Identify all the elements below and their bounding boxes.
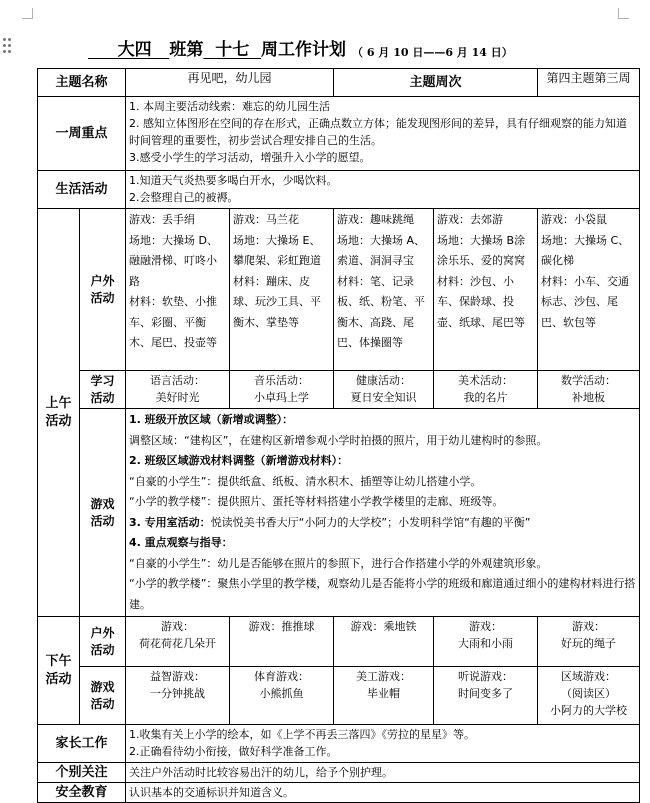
morning-game-content (126, 409, 640, 617)
game-line: “小学的教学楼”：聚焦小学里的教学楼，观察幼儿是否能将小学的班级和廊道通过细小的建构材料进行搭建。 (129, 577, 636, 611)
header-row (38, 69, 640, 97)
afternoon-activities-label: 下午活动 (38, 617, 80, 725)
study-activity-5: 数学活动： 补地板 (538, 371, 640, 409)
afternoon-outdoor-game-2: 游戏：推推球 (230, 617, 334, 667)
life-activities-label: 生活活动 (38, 171, 126, 209)
morning-outdoor-game-2: 游戏：马兰花 场地：大操场 E、攀爬架、彩虹跑道 材料：蹦床、皮球、玩沙工具、平衡木、掌垫等 (230, 209, 334, 371)
theme-week-value: 第四主题第三周 (538, 69, 640, 97)
title-week-suffix: 周工作计划 (261, 40, 347, 60)
game-heading-1: 1. 班级开放区域（新增或调整）： (129, 413, 294, 426)
morning-activities-label: 上午活动 (38, 209, 80, 617)
parent-work-item: 2.正确看待幼小衔接，做好科学准备工作。 (129, 745, 338, 758)
plan-title (88, 38, 513, 60)
title-week-number: 十七 (215, 40, 250, 60)
afternoon-outdoor-row (38, 617, 640, 667)
theme-name-value: 再见吧，幼儿园 (126, 69, 334, 97)
individual-attention-label: 个别关注 (38, 763, 126, 783)
weekly-focus-item: 3.感受小学生的学习活动，增强升入小学的愿望。 (129, 151, 371, 164)
morning-study-row (38, 371, 640, 409)
game-heading-4: 4. 重点观察与指导： (129, 536, 233, 549)
afternoon-outdoor-label: 户外活动 (80, 617, 126, 667)
afternoon-outdoor-game-3: 游戏：乘地铁 (334, 617, 434, 667)
morning-outdoor-label: 户外活动 (80, 209, 126, 371)
page-corner-mark-top-left (22, 8, 33, 19)
life-activity-item: 1.知道天气炎热要多喝白开水，少喝饮料。 (129, 174, 338, 187)
game-line: “小学的教学楼”：提供照片、蛋托等材料搭建小学教学楼里的走廊、班级等。 (129, 495, 504, 508)
morning-outdoor-game-5: 游戏：小袋鼠 场地：大操场 C、碳化梯 材料：小车、交通标志、沙包、尾巴、软包等 (538, 209, 640, 371)
life-activity-item: 2.会整理自己的被褥。 (129, 191, 239, 204)
page-corner-mark-top-right (618, 8, 629, 19)
table-move-handle-icon[interactable] (3, 38, 13, 54)
afternoon-game-3: 美工游戏： 毕业帽 (334, 667, 434, 725)
afternoon-outdoor-game-5: 游戏： 好玩的绳子 (538, 617, 640, 667)
weekly-plan-table (37, 68, 640, 803)
life-activities-content (126, 171, 640, 209)
individual-attention-row (38, 763, 640, 783)
game-line: 调整区域：“建构区”，在建构区新增参观小学时拍摄的照片，用于幼儿建构时的参照。 (129, 433, 548, 447)
theme-name-label: 主题名称 (38, 69, 126, 97)
morning-study-label: 学习活动 (80, 371, 126, 409)
theme-week-label: 主题周次 (334, 69, 538, 97)
game-heading-2: 2. 班级区域游戏材料调整（新增游戏材料）： (129, 454, 349, 467)
title-class-name: 大四 (117, 40, 152, 60)
weekly-focus-item: 1. 本周主要活动线索：难忘的幼儿园生活 (129, 100, 331, 113)
morning-game-row (38, 409, 640, 617)
parent-work-row (38, 725, 640, 763)
safety-education-content: 认识基本的交通标识并知道含义。 (126, 783, 640, 803)
title-date-range: （ 6 月 10 日——6 月 14 日） (352, 46, 513, 59)
safety-education-label: 安全教育 (38, 783, 126, 803)
game-line: “自豪的小学生”：幼儿是否能够在照片的参照下，进行合作搭建小学的外观建筑形象。 (129, 556, 548, 570)
study-activity-4: 美术活动： 我的名片 (434, 371, 538, 409)
weekly-focus-item: 2. 感知立体图形在空间的存在形式，正确点数立方体；能发现图形间的差异，具有仔细观察的能力知道时间管理的重要性，初步尝试合理安排自己的生活。 (129, 117, 628, 147)
afternoon-game-5: 区域游戏： （阅读区） 小阿力的大学校 (538, 667, 640, 725)
morning-game-label: 游戏活动 (80, 409, 126, 617)
afternoon-game-row (38, 667, 640, 725)
study-activity-3: 健康活动： 夏日安全知识 (334, 371, 434, 409)
game-line: 悦读悦美书香大厅“小阿力的大学校”；小发明科学馆“有趣的平衡” (210, 515, 531, 529)
parent-work-label: 家长工作 (38, 725, 126, 763)
afternoon-game-2: 体育游戏： 小熊抓鱼 (230, 667, 334, 725)
afternoon-game-4: 听说游戏： 时间变多了 (434, 667, 538, 725)
parent-work-item: 1.收集有关上小学的绘本，如《上学不再丢三落四》《劳拉的星星》等。 (129, 728, 476, 741)
weekly-focus-label: 一周重点 (38, 97, 126, 171)
study-activity-1: 语言活动： 美好时光 (126, 371, 230, 409)
morning-outdoor-row (38, 209, 640, 371)
study-activity-2: 音乐活动： 小卓玛上学 (230, 371, 334, 409)
title-class-suffix: 班第 (169, 40, 204, 60)
morning-outdoor-game-3: 游戏：趣味跳绳 场地：大操场 A、索道、洞洞寻宝 材料：笔、记录板、纸、粉笔、平衡木、高跷、尾巴、体操圈等 (334, 209, 434, 371)
afternoon-outdoor-game-1: 游戏： 荷花荷花几朵开 (126, 617, 230, 667)
morning-outdoor-game-4: 游戏：去郊游 场地：大操场 B涂涂乐乐、爱的窝窝 材料：沙包、小车、保龄球、投壶、纸球、尾巴等 (434, 209, 538, 371)
afternoon-game-1: 益智游戏： 一分钟挑战 (126, 667, 230, 725)
individual-attention-content: 关注户外活动时比较容易出汗的幼儿，给予个别护理。 (126, 763, 640, 783)
afternoon-outdoor-game-4: 游戏： 大雨和小雨 (434, 617, 538, 667)
life-activities-row (38, 171, 640, 209)
weekly-focus-content (126, 97, 640, 171)
game-heading-3: 3. 专用室活动： (129, 515, 211, 529)
morning-outdoor-game-1: 游戏：丢手绢 场地：大操场 D、融融滑梯、叮咚小路 材料：软垫、小推车、彩圈、平衡木、尾巴、投壶等 (126, 209, 230, 371)
afternoon-game-label: 游戏活动 (80, 667, 126, 725)
parent-work-content (126, 725, 640, 763)
safety-education-row (38, 783, 640, 803)
weekly-focus-row (38, 97, 640, 171)
game-line: “自豪的小学生”：提供纸盒、纸板、清水积木、插塑等让幼儿搭建小学。 (129, 474, 482, 488)
